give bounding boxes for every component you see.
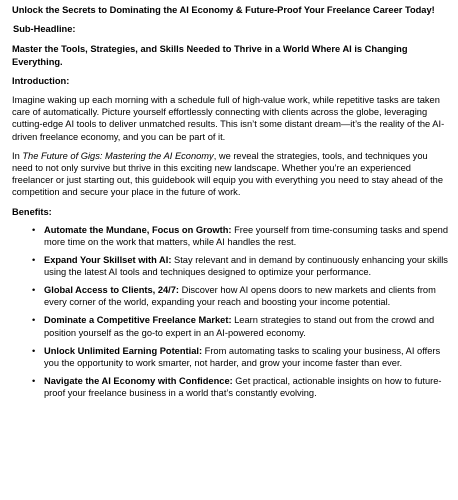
benefit-text: Learn strategies to stand out from the crowd and position yourself as the go-to expert in an AI-powered economy. [44,315,435,338]
benefit-title: Automate the Mundane, Focus on Growth: [44,224,232,235]
intro-paragraph-2-suffix: , we reveal the strategies, tools, and techniques you need to not only survive but thrive in this exciting new landscape. Whether you’re an experienced freelancer or just starting out, this guidebook will equip you with everything you need to stay ahead of the competition and secure your place in the future of work. [12,150,444,198]
benefit-item [32,314,450,338]
benefit-text: Free yourself from time-consuming tasks and spend more time on the work that matters, while AI handles the rest. [44,224,448,248]
bullet-icon: • [32,315,36,326]
introduction-label: Introduction: [12,75,70,86]
benefit-title: Dominate a Competitive Freelance Market: [44,315,232,326]
intro-paragraph-2 [12,150,450,199]
bullet-icon: • [32,345,36,356]
bullet-icon: • [32,285,36,296]
subheadline: Master the Tools, Strategies, and Skills Needed to Thrive in a World Where AI is Changing Everything. [12,44,408,67]
benefit-text: Stay relevant and in demand by continuously enhancing your skills using the latest AI tools and techniques designed to optimize your performance. [44,255,448,278]
benefit-item [32,375,450,399]
benefit-text: Get practical, actionable insights on how to future-proof your freelance business in a world that’s constantly evolving. [44,375,442,399]
intro-paragraph-2-prefix: In [12,150,23,161]
book-title: The Future of Gigs: Mastering the AI Economy [22,150,214,161]
benefit-text: From automating tasks to scaling your business, AI offers you the opportunity to work smarter, not harder, and grow your income faster than ever. [44,345,441,368]
bullet-icon: • [32,224,36,235]
benefits-list [12,224,450,399]
benefit-title: Expand Your Skillset with AI: [44,255,172,266]
benefit-item [32,345,450,369]
benefit-title: Global Access to Clients, 24/7: [44,285,180,296]
benefit-text: Discover how AI opens doors to new markets and clients from every corner of the world, expanding your reach and boosting your income potential. [44,285,436,308]
intro-paragraph-1: Imagine waking up each morning with a schedule full of high-value work, while repetitive tasks are taken care of automatically. Picture yourself effortlessly connecting with clients across the globe, leveraging cutting-edge AI tools to deliver unmatched results. This isn’t some distant dream—it’s the reality of the AI-driven freelance economy, and you can be part of it. [12,95,445,142]
bullet-icon: • [32,255,36,266]
benefit-title: Navigate the AI Economy with Confidence: [44,375,233,386]
headline: Unlock the Secrets to Dominating the AI Economy & Future-Proof Your Freelance Career Today! [12,5,435,15]
benefit-item [32,224,450,248]
benefits-label: Benefits: [12,206,52,217]
subheadline-label: Sub-Headline: [13,24,76,35]
bullet-icon: • [32,375,36,386]
benefit-item [32,254,450,278]
benefit-title: Unlock Unlimited Earning Potential: [44,345,203,356]
benefit-item [32,284,450,308]
